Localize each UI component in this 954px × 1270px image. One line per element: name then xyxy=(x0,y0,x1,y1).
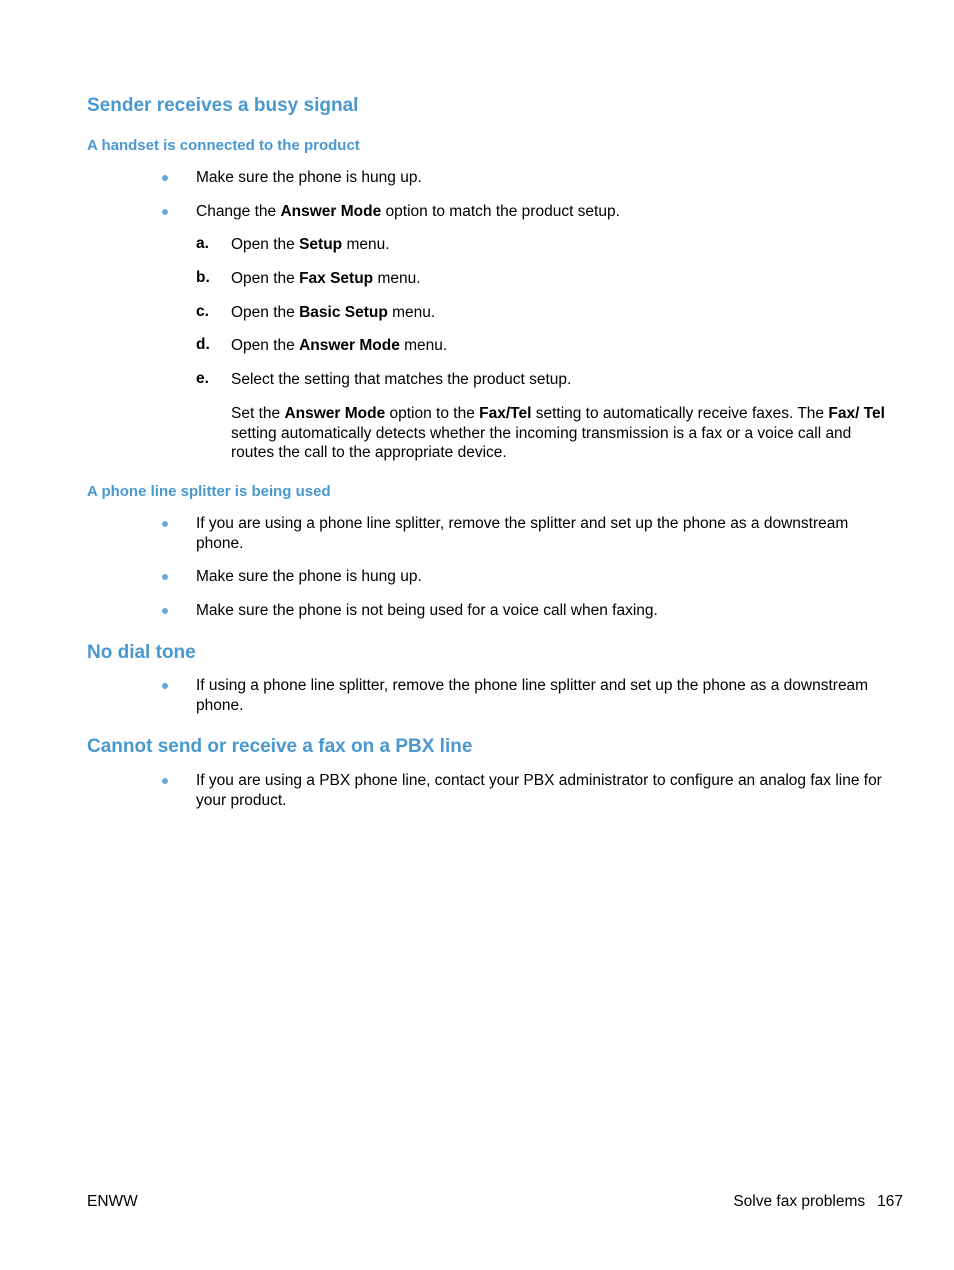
list-item: If you are using a phone line splitter, remove the splitter and set up the phone as a downstream phone. xyxy=(196,515,849,552)
subheading-handset: A handset is connected to the product xyxy=(87,137,360,154)
subheading-splitter: A phone line splitter is being used xyxy=(87,483,331,500)
section-heading-pbx: Cannot send or receive a fax on a PBX line xyxy=(87,736,473,757)
list-item: Make sure the phone is hung up. xyxy=(196,568,422,585)
step-text-d: Open the Answer Mode menu. xyxy=(231,337,448,354)
bullet-icon xyxy=(162,521,168,527)
bullet-icon xyxy=(162,778,168,784)
bullet-icon xyxy=(162,574,168,580)
step-label-a: a. xyxy=(196,235,209,252)
bullet-icon xyxy=(162,608,168,614)
step-label-e: e. xyxy=(196,370,209,387)
bullet-icon xyxy=(162,209,168,215)
step-label-d: d. xyxy=(196,336,210,353)
step-text-a: Open the Setup menu. xyxy=(231,236,390,253)
list-item: Change the Answer Mode option to match the product setup. xyxy=(196,203,620,220)
step-text-e: Select the setting that matches the product setup. xyxy=(231,371,572,388)
bullet-icon xyxy=(162,175,168,181)
step-label-b: b. xyxy=(196,269,210,286)
footer-right xyxy=(733,1193,903,1211)
list-item: If using a phone line splitter, remove the phone line splitter and set up the phone as a downstream phone. xyxy=(196,677,869,714)
list-item: Make sure the phone is hung up. xyxy=(196,169,422,186)
bullet-icon xyxy=(162,683,168,689)
step-label-c: c. xyxy=(196,303,209,320)
list-item: If you are using a PBX phone line, contact your PBX administrator to configure an analog fax line for your product. xyxy=(196,772,882,809)
step-text-b: Open the Fax Setup menu. xyxy=(231,270,421,287)
section-heading-no-dial-tone: No dial tone xyxy=(87,642,196,663)
section-heading-busy-signal: Sender receives a busy signal xyxy=(87,95,359,116)
footer-left: ENWW xyxy=(87,1193,138,1210)
step-e-note: Set the Answer Mode option to the Fax/Tel setting to automatically receive faxes. The Fax/ Tel setting automatically detects whether the incoming transmission is a fax or a voice call and routes the call to the appropriate device. xyxy=(231,405,885,461)
page-number: 167 xyxy=(877,1193,903,1210)
step-text-c: Open the Basic Setup menu. xyxy=(231,304,436,321)
list-item: Make sure the phone is not being used for a voice call when faxing. xyxy=(196,602,658,619)
footer-title: Solve fax problems xyxy=(733,1193,866,1210)
